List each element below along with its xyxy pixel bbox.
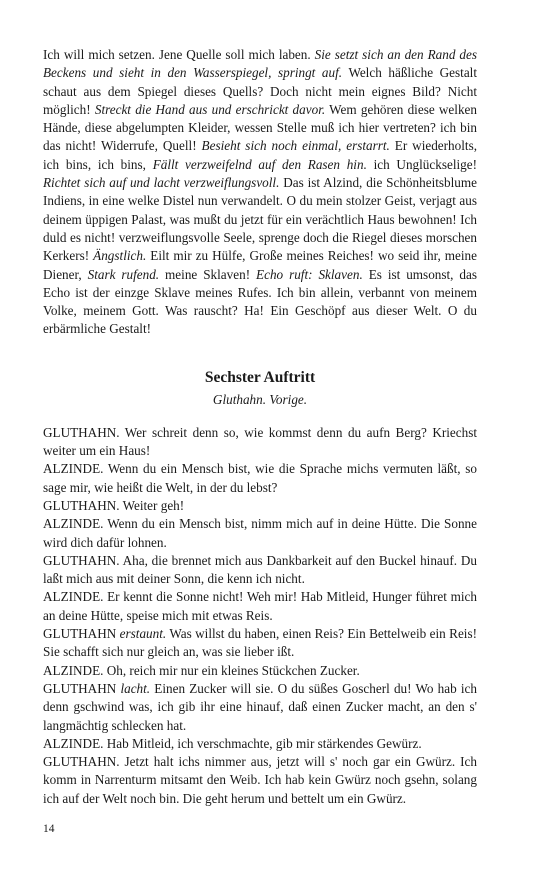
scene-cast-list: Gluthahn. Vorige. [212,391,308,407]
spoken-text: GLUTHAHN. Jetzt halt ichs nimmer aus, jetzt will s' noch gar ein Gwürz. Ich komm in Narrenturm mitsamt den Weib. Ich hab kein Gwürz noch gsehn, solang ich auf der Welt noch bin. Die geht herum und bettelt um ein Gwürz. [43,754,477,806]
spoken-text: Es ist umsonst, das Echo ist der einzge Sklave meines Rufes. Ich bin allein, verbannt von meinem Volke, meinem Gott. Was rauscht? Ha! Ein Geschöpf aus dieser Welt. O du erbärmliche Gestalt! [43,266,477,337]
stage-direction: Sie setzt sich an den Rand des Beckens und sieht in den Wasserspiegel, springt auf. [43,47,477,81]
stage-direction: lacht. [120,680,151,696]
stage-direction: Echo ruft: Sklaven. [256,266,363,282]
dialogue-block [43,424,477,808]
book-page [43,46,477,808]
spoken-text: GLUTHAHN. Wer schreit denn so, wie kommst denn du aufn Berg? Kriechst weiter um ein Haus! [43,424,477,459]
spoken-text: Welch häßliche Gestalt schaut aus dem Spiegel dieses Quells? Doch nicht mein eignes Bild? Nicht möglich! [43,65,477,117]
spoken-text: GLUTHAHN [43,680,121,696]
stage-direction: erstaunt. [119,626,167,642]
dialogue-line [43,735,477,753]
scene-heading: Sechster Auftritt [204,368,316,386]
spoken-text: meine Sklaven! [159,266,257,282]
dialogue-line [43,588,477,625]
stage-direction: Streckt die Hand aus und erschrickt davor. [94,101,326,117]
dialogue-line [43,662,477,680]
spoken-text: GLUTHAHN. Weiter geh! [43,497,185,513]
dialogue-line [43,515,477,552]
spoken-text: GLUTHAHN [43,626,120,642]
dialogue-line [43,753,477,808]
dialogue-line [43,424,477,461]
spoken-text: Einen Zucker will sie. O du süßes Goscherl du! Wo hab ich denn gschwind was, ich gib ihr eine hinauf, daß einen Zucker macht, an den s' langmächtig schlecken hat. [43,680,477,733]
dialogue-line [43,460,477,497]
spoken-text: Er wiederholts, ich bins, ich bins, [43,138,477,172]
monologue-paragraph [43,46,477,339]
spoken-text: ich Unglückselige! [366,156,477,172]
stage-direction: Ängstlich. [93,248,147,264]
spoken-text: GLUTHAHN. Aha, die brennet mich aus Dankbarkeit auf den Buckel hinauf. Du laßt mich aus mit deiner Sonn, die kenn ich nicht. [43,552,477,587]
dialogue-line [43,625,477,662]
stage-direction: Stark rufend. [87,266,160,282]
spoken-text: ALZINDE. Oh, reich mir nur ein kleines Stückchen Zucker. [43,662,360,678]
spoken-text: ALZINDE. Er kennt die Sonne nicht! Weh mir! Hab Mitleid, Hunger führet mich an deine Hütte, speise mich mit etwas Reis. [43,589,477,623]
page-number: 14 [43,823,55,835]
dialogue-line [43,680,477,735]
spoken-text: Was willst du haben, einen Reis? Ein Bettelweib ein Reis! Sie schafft sich nur gleich an, was sie lieber ißt. [43,626,477,660]
spoken-text: ALZINDE. Wenn du ein Mensch bist, wie die Sprache michs vermuten läßt, so sage mir, wie heißt die Welt, in der du lebst? [43,461,477,495]
spoken-text: ALZINDE. Hab Mitleid, ich verschmachte, gib mir stärkendes Gewürz. [43,735,422,751]
stage-direction: Fällt verzweifelnd auf den Rasen hin. [152,156,367,172]
spoken-text: Eilt mir zu Hülfe, Große meines Reiches! wo seid ihr, meine Diener, [43,248,478,282]
spoken-text: Ich will mich setzen. Jene Quelle soll mich laben. [43,47,315,62]
spoken-text: Das ist Alzind, die Schönheitsblume Indiens, in eine welke Distel nun verwandelt. O du mein stolzer Geist, verjagt aus deinem üppigen Palast, was mußt du jetzt für ein verächtlich Haus bewohnen! Ich duld es nicht! verzweiflungsvolle Seele, sprenge doch die Riegel dieses morschen Kerkers! [43,175,477,264]
spoken-text: Wem gehören diese welken Hände, diese abgelumpten Kleider, wessen Stelle muß ich hier vertreten? ich bin das nicht! Widerrufe, Quell! [43,101,477,154]
spoken-text: ALZINDE. Wenn du ein Mensch bist, nimm mich auf in deine Hütte. Die Sonne wird dich dafür lohnen. [43,516,477,550]
stage-direction: Richtet sich auf und lacht verzweiflungsvoll. [43,175,280,191]
stage-direction: Besieht sich noch einmal, erstarrt. [201,138,390,154]
dialogue-line [43,497,477,515]
dialogue-line [43,552,477,589]
